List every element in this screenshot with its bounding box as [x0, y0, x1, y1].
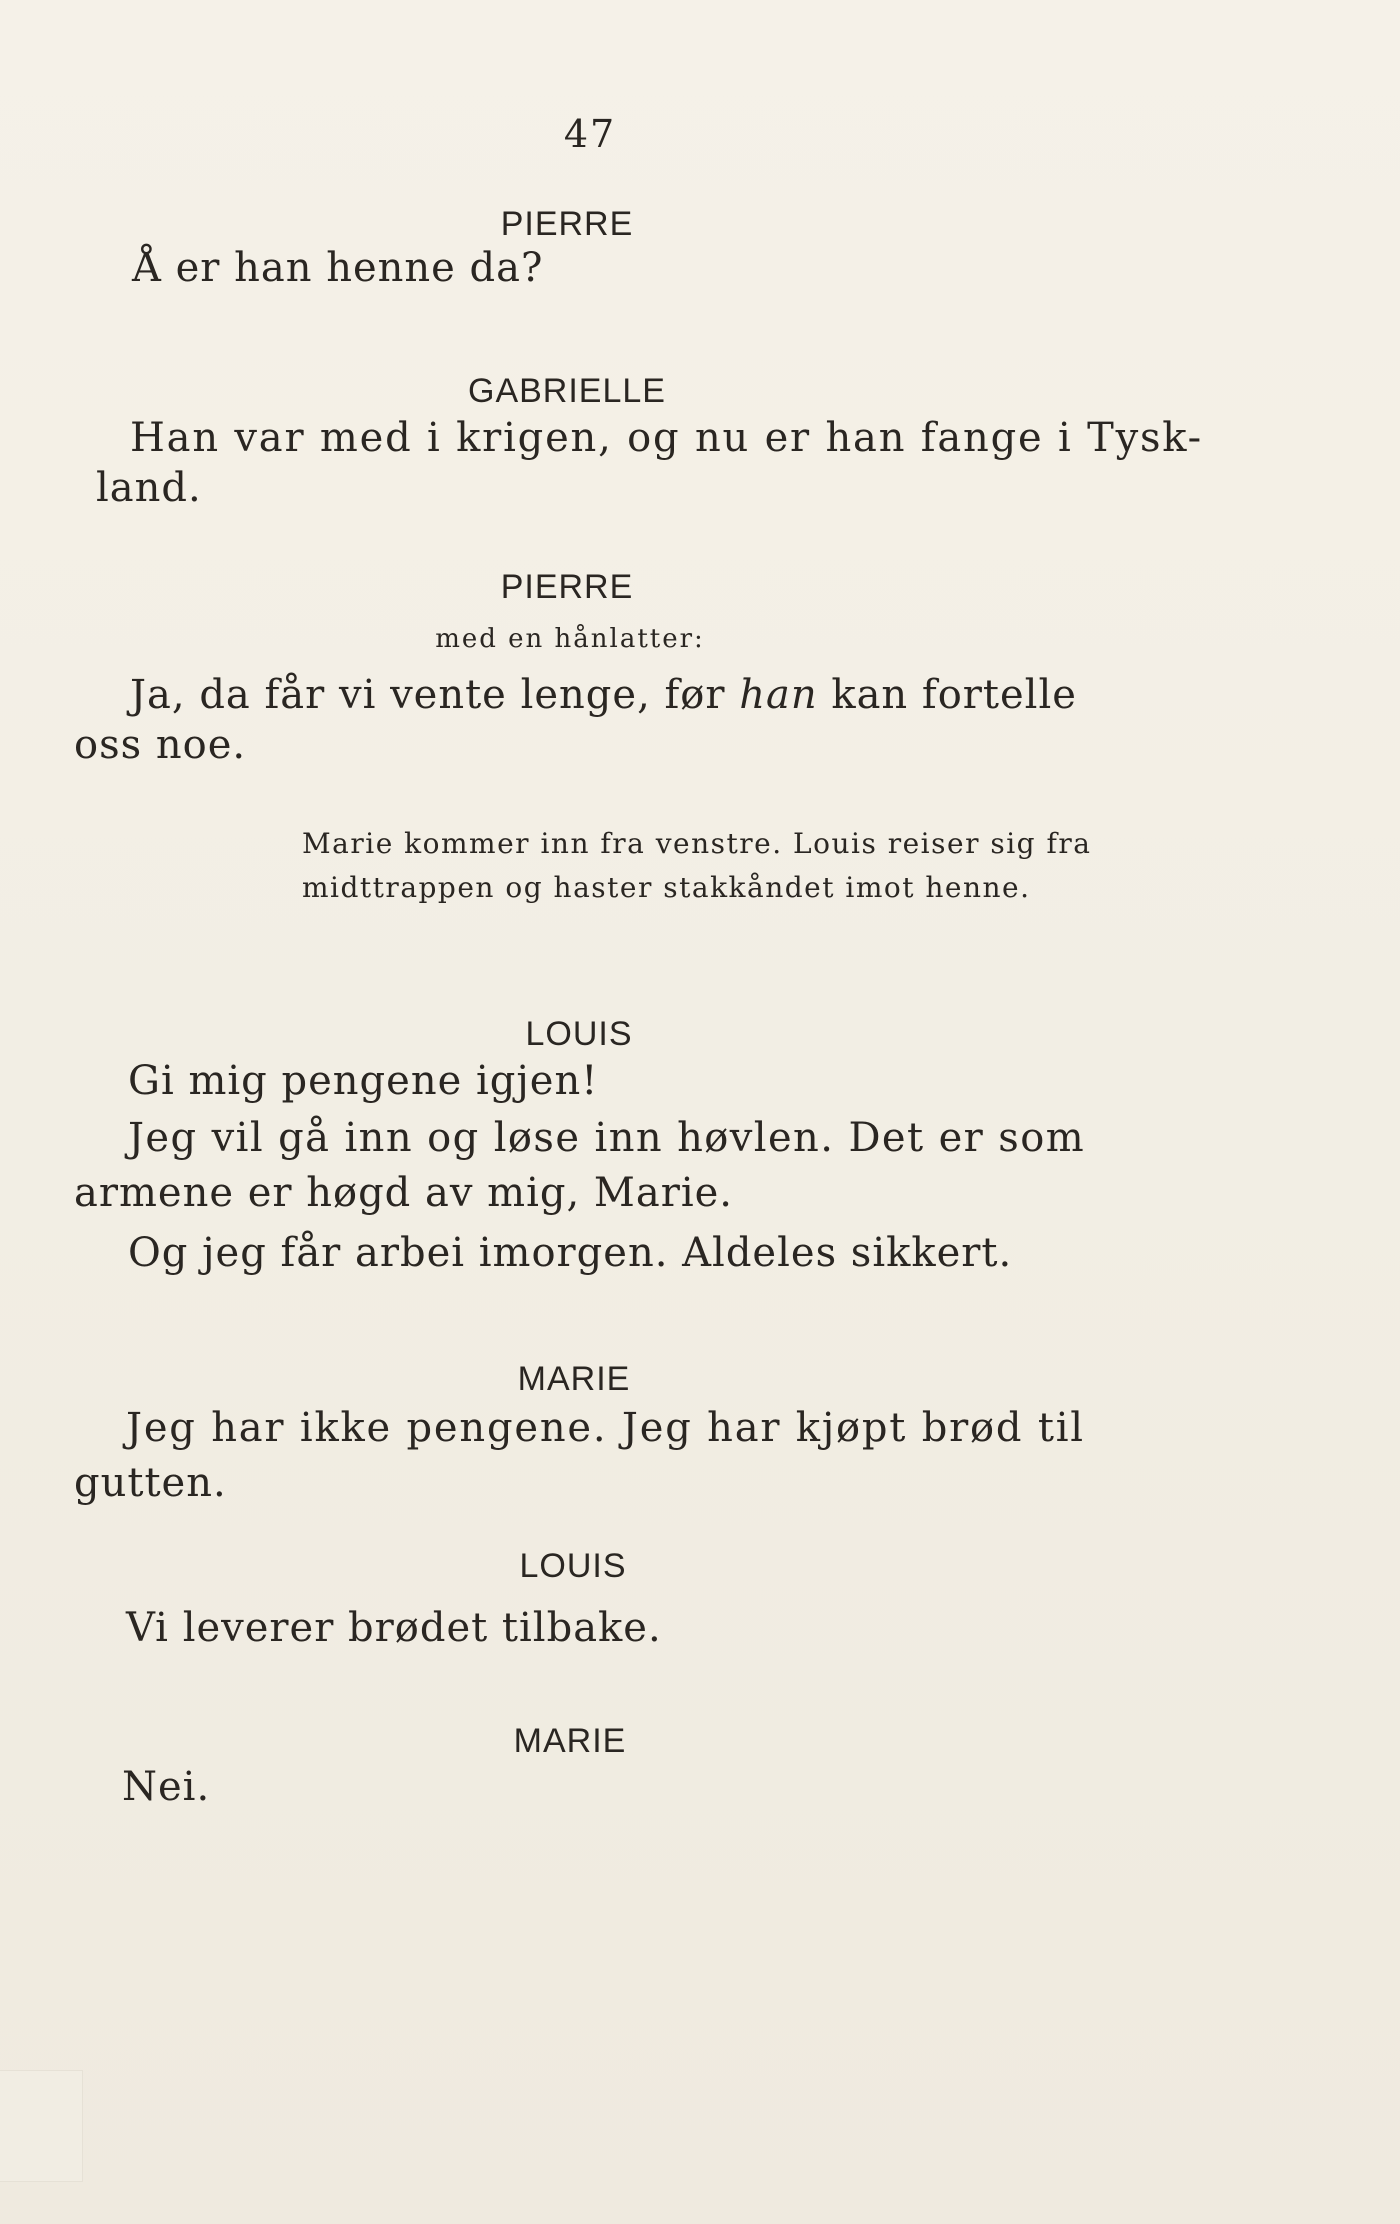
stage-direction: Marie kommer inn fra venstre. Louis reiser sig fra midttrappen og haster stakkåndet imot henne. [302, 827, 1092, 904]
page-edge-mark [0, 2070, 83, 2182]
dialogue-line: Gi mig pengene igjen! [128, 1058, 599, 1104]
speaker-name: MARIE [513, 1722, 627, 1760]
stage-direction-inline: med en hånlatter: [435, 624, 705, 654]
dialogue-line: Jeg har ikke pengene. Jeg har kjøpt brød til [126, 1405, 1085, 1451]
page-number: 47 [563, 112, 617, 156]
dialogue-line: land. [96, 465, 202, 511]
dialogue-line: oss noe. [74, 722, 247, 768]
dialogue-line: armene er høgd av mig, Marie. [74, 1170, 734, 1216]
speaker-name: MARIE [517, 1360, 631, 1398]
speaker-name: PIERRE [500, 205, 634, 243]
dialogue-text: Ja, da får vi vente lenge, før [130, 672, 726, 718]
speaker-name: GABRIELLE [468, 372, 666, 410]
dialogue-text: kan fortelle [831, 672, 1077, 718]
speaker-name: LOUIS [519, 1547, 627, 1585]
dialogue-line: gutten. [74, 1460, 227, 1506]
dialogue-line: Og jeg får arbei imorgen. Aldeles sikkert. [128, 1230, 1013, 1276]
speaker-name: LOUIS [525, 1015, 633, 1053]
dialogue-line: Nei. [122, 1764, 211, 1810]
dialogue-line: Å er han henne da? [132, 245, 544, 291]
dialogue-line [130, 672, 1077, 718]
speaker-name: PIERRE [500, 568, 634, 606]
dialogue-line: Vi leverer brødet tilbake. [126, 1605, 662, 1651]
dialogue-line: Han var med i krigen, og nu er han fange i Tysk- [130, 415, 1203, 461]
emphasis-text: han [739, 672, 818, 718]
dialogue-line: Jeg vil gå inn og løse inn høvlen. Det er som [128, 1115, 1086, 1161]
